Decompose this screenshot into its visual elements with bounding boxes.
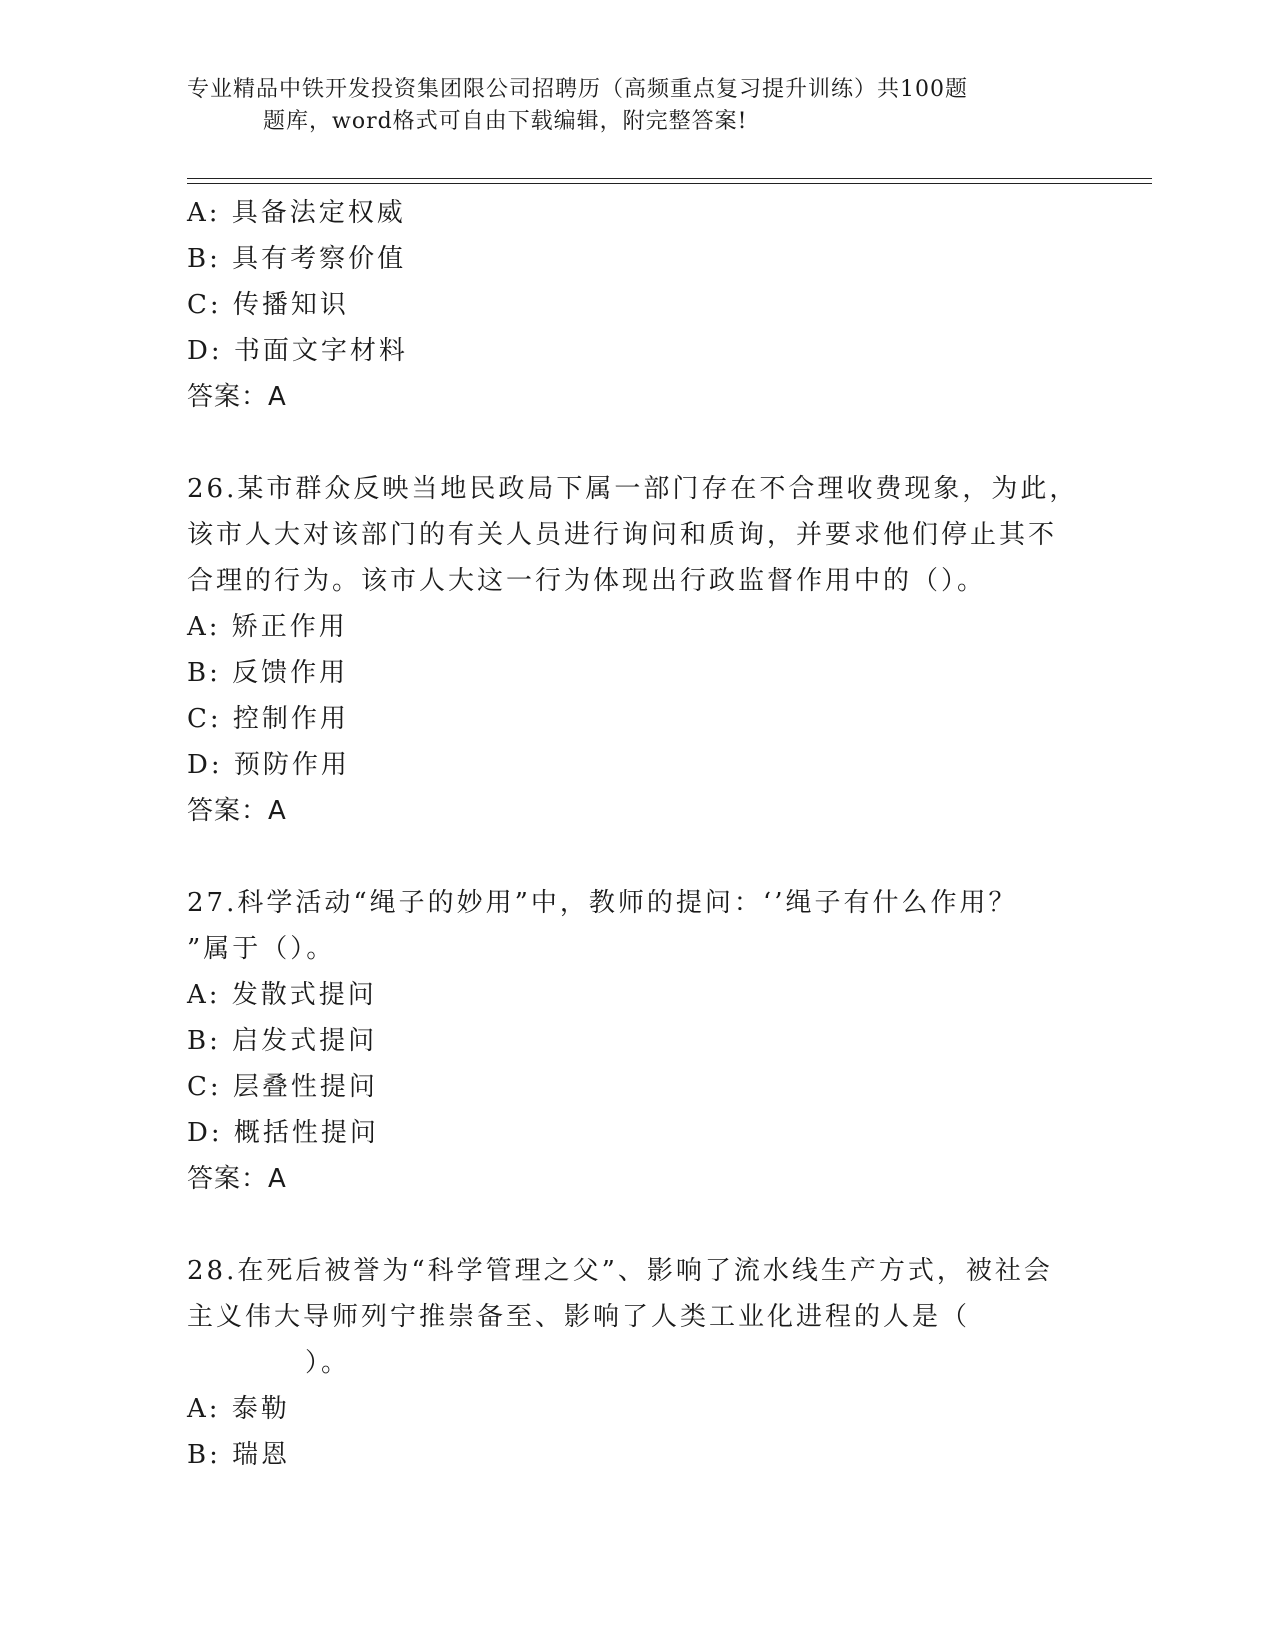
question-27-block bbox=[187, 880, 1087, 1202]
question-text-line: 28.在死后被誉为“科学管理之父”、影响了流水线生产方式，被社会 bbox=[187, 1256, 1053, 1286]
spacer bbox=[187, 1202, 1087, 1248]
question-text-line: 26.某市群众反映当地民政局下属一部门存在不合理收费现象，为此， bbox=[187, 474, 1079, 504]
header-rule-top bbox=[187, 178, 1152, 179]
question-text-line: ）。 bbox=[305, 1348, 351, 1378]
option-a: A: 矫正作用 bbox=[187, 612, 348, 642]
question-text-line: 主义伟大导师列宁推崇备至、影响了人类工业化进程的人是（ bbox=[187, 1302, 971, 1332]
option-d: D: 概括性提问 bbox=[187, 1118, 379, 1148]
option-d: D: 书面文字材料 bbox=[187, 336, 408, 366]
option-c: C: 层叠性提问 bbox=[187, 1072, 378, 1102]
option-c: C: 传播知识 bbox=[187, 290, 349, 320]
option-c: C: 控制作用 bbox=[187, 704, 349, 734]
option-a: A: 泰勒 bbox=[187, 1394, 290, 1424]
question-content bbox=[187, 190, 1087, 1478]
spacer bbox=[187, 420, 1087, 466]
question-text-line: 合理的行为。该市人大这一行为体现出行政监督作用中的（）。 bbox=[187, 566, 987, 596]
document-header bbox=[187, 74, 1067, 138]
answer-line: 答案：A bbox=[187, 382, 287, 412]
question-text-line: ”属于（）。 bbox=[187, 934, 336, 964]
question-text-line: 27.科学活动“绳子的妙用”中，教师的提问：‘’绳子有什么作用？ bbox=[187, 888, 1018, 918]
question-25-block bbox=[187, 190, 1087, 420]
question-28-block bbox=[187, 1248, 1087, 1478]
spacer bbox=[187, 834, 1087, 880]
option-d: D: 预防作用 bbox=[187, 750, 350, 780]
option-b: B: 启发式提问 bbox=[187, 1026, 378, 1056]
question-26-block bbox=[187, 466, 1087, 834]
header-rule-bottom bbox=[187, 183, 1152, 184]
question-text-line: 该市人大对该部门的有关人员进行询问和质询，并要求他们停止其不 bbox=[187, 520, 1058, 550]
answer-line: 答案：A bbox=[187, 1164, 287, 1194]
header-title-line2: 题库，word格式可自由下载编辑，附完整答案! bbox=[263, 109, 748, 134]
option-a: A: 发散式提问 bbox=[187, 980, 377, 1010]
option-b: B: 具有考察价值 bbox=[187, 244, 407, 274]
option-a: A: 具备法定权威 bbox=[187, 198, 406, 228]
header-title-line1: 专业精品中铁开发投资集团限公司招聘历（高频重点复习提升训练）共100题 bbox=[187, 77, 968, 102]
answer-line: 答案：A bbox=[187, 796, 287, 826]
option-b: B: 瑞恩 bbox=[187, 1440, 291, 1470]
option-b: B: 反馈作用 bbox=[187, 658, 349, 688]
